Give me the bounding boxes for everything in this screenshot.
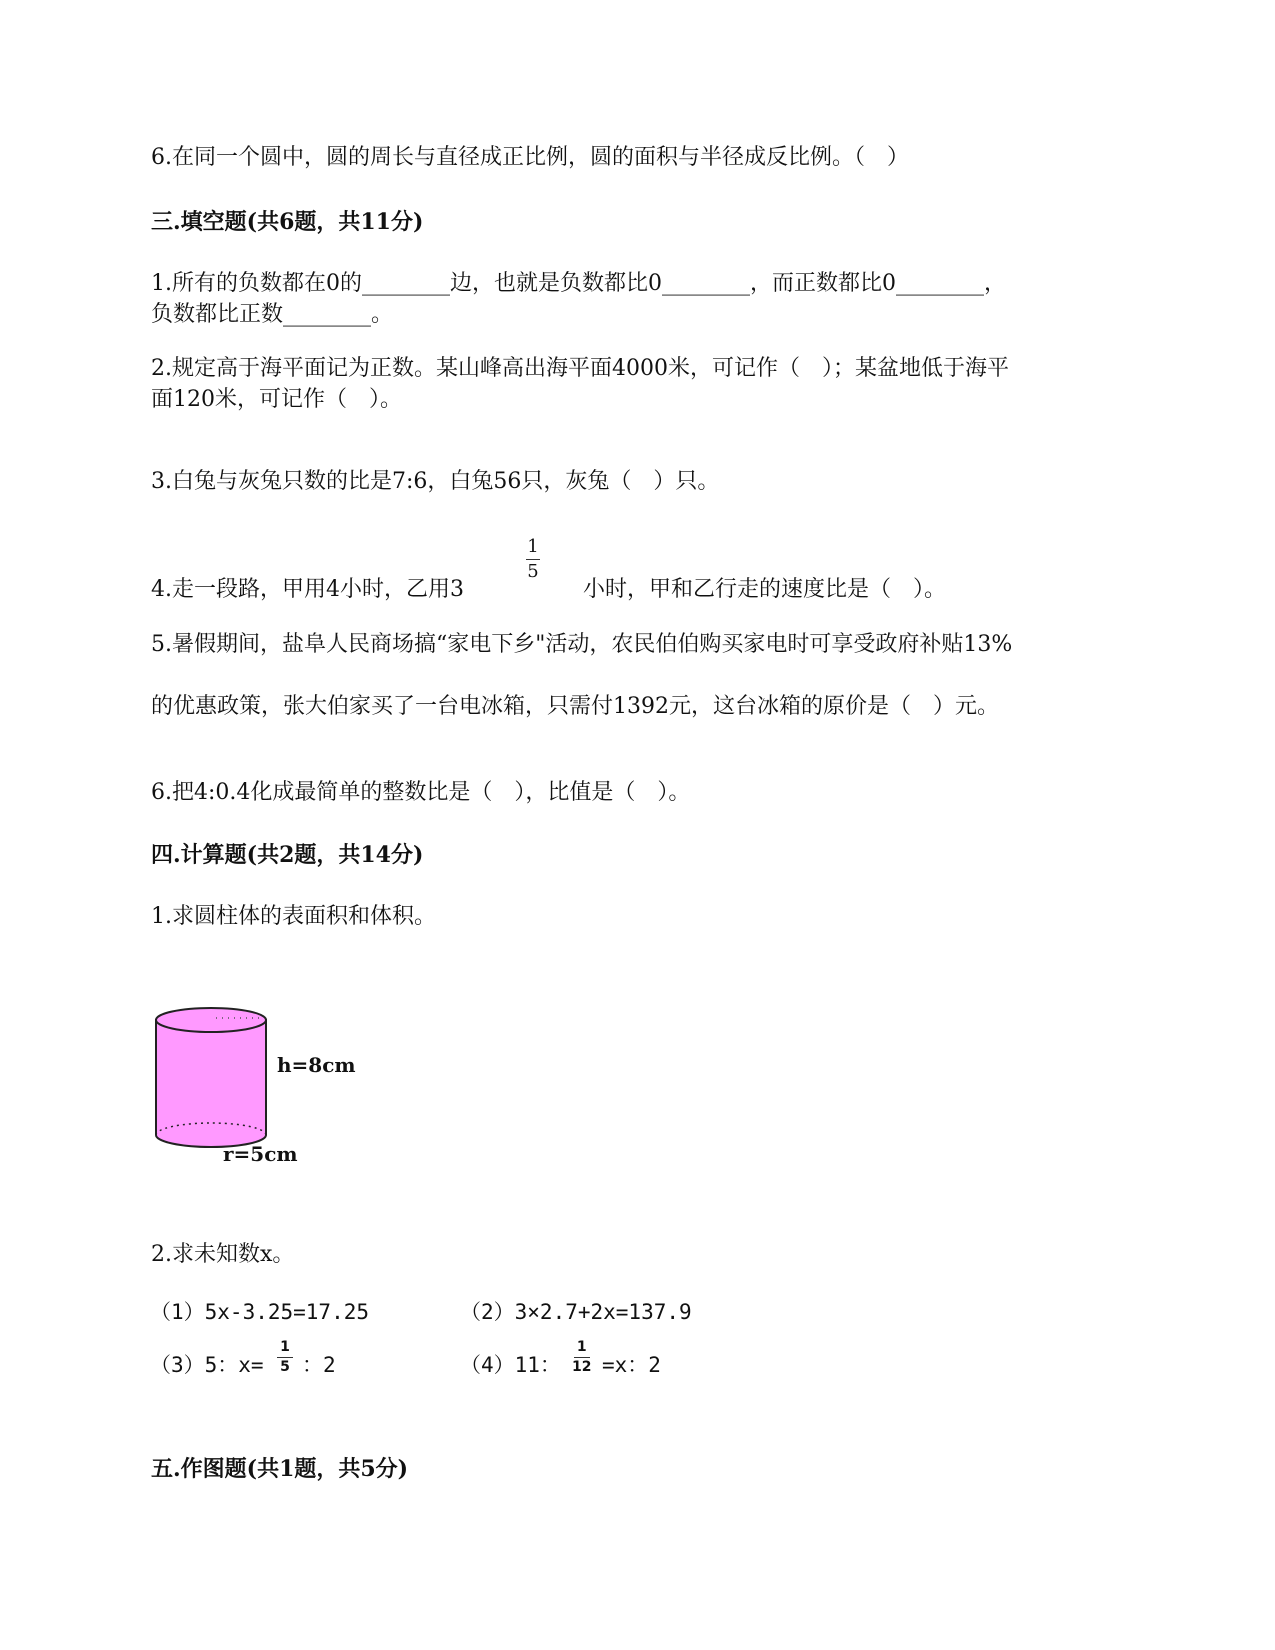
equation-3-after: ：2 bbox=[302, 1353, 336, 1377]
fill-q5-line1: 5.暑假期间，盐阜人民商场搞“家电下乡"活动，农民伯伯购买家电时可享受政府补贴13% bbox=[151, 632, 1013, 657]
cylinder-height-label: h=8cm bbox=[277, 1053, 356, 1077]
calc-q1: 1.求圆柱体的表面积和体积。 bbox=[151, 904, 436, 929]
fraction-bar bbox=[277, 1357, 293, 1358]
fraction-denominator: 5 bbox=[527, 561, 539, 582]
fill-q5-line2: 的优惠政策，张大伯家买了一台电冰箱，只需付1392元，这台冰箱的原价是（ ）元。 bbox=[151, 694, 999, 719]
fill-q4-before: 4.走一段路，甲用4小时，乙用3 bbox=[151, 577, 464, 602]
judge-question-6: 6.在同一个圆中，圆的周长与直径成正比例，圆的面积与半径成反比例。（ ） bbox=[151, 145, 909, 170]
section-4-heading: 四.计算题(共2题，共14分) bbox=[151, 842, 424, 868]
fill-q1-line2: 负数都比正数________。 bbox=[151, 302, 394, 327]
fill-q2-line2: 面120米，可记作（ ）。 bbox=[151, 387, 402, 412]
fraction-bar bbox=[526, 559, 540, 560]
fill-q6: 6.把4:0.4化成最简单的整数比是（ ），比值是（ ）。 bbox=[151, 780, 691, 805]
fill-q4-fraction bbox=[526, 537, 540, 582]
equation-4-fraction bbox=[572, 1340, 591, 1375]
cylinder-body bbox=[156, 1020, 266, 1147]
equation-3-fraction bbox=[277, 1340, 293, 1375]
fill-q2-line1: 2.规定高于海平面记为正数。某山峰高出海平面4000米，可记作（ ）；某盆地低于海平 bbox=[151, 356, 1009, 381]
fraction-denominator: 5 bbox=[280, 1359, 290, 1375]
equation-2: （2）3×2.7+2x=137.9 bbox=[460, 1300, 692, 1324]
section-3-heading: 三.填空题(共6题，共11分) bbox=[151, 209, 424, 235]
fraction-numerator: 1 bbox=[280, 1339, 290, 1355]
fraction-numerator: 1 bbox=[527, 536, 539, 557]
cylinder-top-ellipse bbox=[156, 1008, 266, 1032]
fill-q1-line1: 1.所有的负数都在0的________边，也就是负数都比0________，而正数都比0________， bbox=[151, 271, 1006, 296]
fill-q3: 3.白兔与灰兔只数的比是7:6，白兔56只，灰兔（ ）只。 bbox=[151, 469, 720, 494]
fraction-denominator: 12 bbox=[572, 1359, 592, 1375]
fraction-numerator: 1 bbox=[576, 1339, 587, 1355]
equation-4-before: （4）11： bbox=[460, 1353, 561, 1377]
cylinder-radius-label: r=5cm bbox=[223, 1142, 298, 1166]
fill-q4-after: 小时，甲和乙行走的速度比是（ ）。 bbox=[583, 577, 947, 602]
fraction-bar bbox=[574, 1357, 590, 1358]
calc-q2: 2.求未知数x。 bbox=[151, 1242, 295, 1267]
section-5-heading: 五.作图题(共1题，共5分) bbox=[151, 1456, 409, 1482]
equation-4-after: =x：2 bbox=[602, 1353, 661, 1377]
equation-1: （1）5x-3.25=17.25 bbox=[150, 1300, 370, 1324]
equation-3-before: （3）5：x= bbox=[150, 1353, 264, 1377]
